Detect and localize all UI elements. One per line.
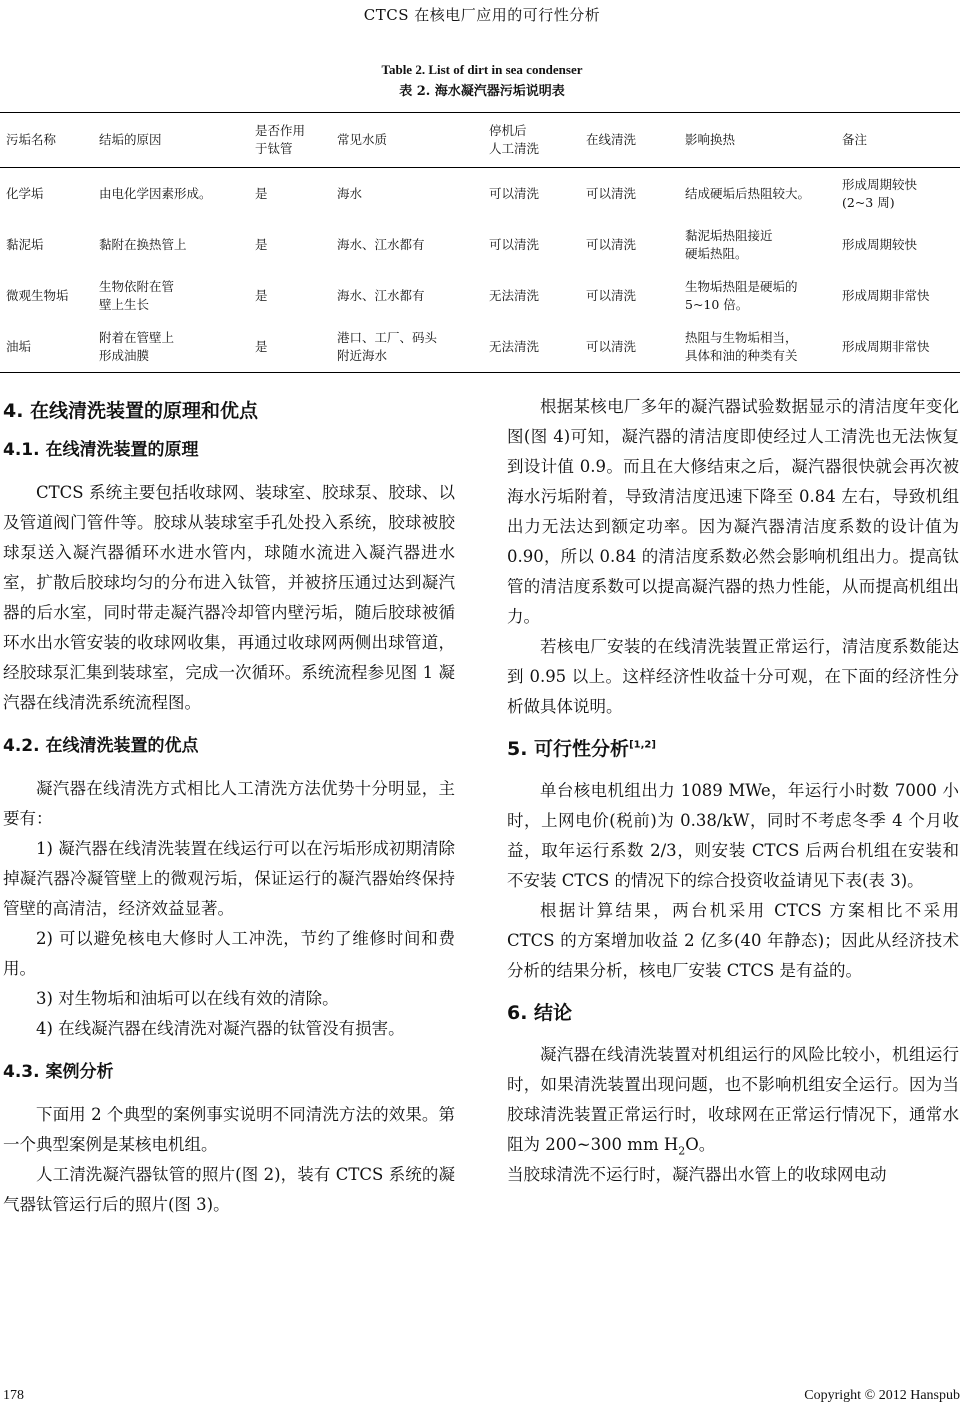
- paragraph: 根据某核电厂多年的凝汽器试验数据显示的清洁度年变化图(图 4)可知，凝汽器的清洁度即使经过人工清洗也无法恢复到设计值 0.9。而且在大修结束之后，凝汽器很快就会再次被海水污垢附着，导致清洁度迅速下降至 0.84 左右，导致机组出力无法达到额定功率。因为凝汽器清洁度系数的设计值为 0.90，所以 0.84 的清洁度系数必然会影响机组出力。提高钛管的清洁度系数可以提高凝汽器的热力性能，从而提高机组出力。: [507, 397, 959, 626]
- column-header: 备注: [842, 132, 868, 147]
- table-row: [0, 219, 960, 270]
- table-cell: 是: [255, 236, 268, 252]
- table-row: [0, 270, 960, 321]
- column-header: 污垢名称: [6, 132, 57, 147]
- paragraph: 若核电厂安装的在线清洗装置正常运行，清洁度系数能达到 0.95 以上。这样经济性收益十分可观，在下面的经济性分析做具体说明。: [507, 637, 959, 716]
- column-header: 影响换热: [685, 132, 736, 147]
- table-cell: 形成周期较快 (2~3 周): [842, 176, 918, 210]
- table-cell: 可以清洗: [489, 185, 540, 201]
- table-cell: 是: [255, 185, 268, 201]
- table-cell: 生物依附在管 壁上生长: [99, 278, 175, 312]
- column-header: 在线清洗: [586, 132, 637, 147]
- section-6-heading: 6. 结论: [507, 1002, 573, 1024]
- table-row: [0, 321, 960, 373]
- table-cell: 结成硬垢后热阻较大。: [685, 185, 811, 201]
- table-cell: 黏泥垢热阻接近 硬垢热阻。: [685, 227, 773, 261]
- paragraph-text: 凝汽器在线清洗装置对机组运行的风险比较小，机组运行时，如果清洗装置出现问题，也不影响机组安全运行。因为当胶球清洗装置正常运行时，收球网在正常运行情况下，通常水阻为 200~300 mm H: [507, 1045, 959, 1154]
- table-cell: 可以清洗: [586, 338, 637, 354]
- table-cell: 是: [255, 338, 268, 354]
- paragraph: 下面用 2 个典型的案例事实说明不同清洗方法的效果。第一个典型案例是某核电机组。: [3, 1105, 455, 1154]
- subscript: 2: [678, 1144, 686, 1158]
- table-cell: 微观生物垢: [6, 287, 69, 303]
- table-cell: 可以清洗: [489, 236, 540, 252]
- table-cell: 黏泥垢: [6, 236, 44, 252]
- table-cell: 无法清洗: [489, 287, 540, 303]
- table-cell: 油垢: [6, 338, 32, 354]
- table-cell: 热阻与生物垢相当， 具体和油的种类有关: [685, 329, 798, 363]
- paragraph-text: O。: [685, 1135, 716, 1154]
- paragraph: 人工清洗凝汽器钛管的照片(图 2)，装有 CTCS 系统的凝气器钛管运行后的照片(图 3)。: [3, 1165, 455, 1214]
- list-item: 3) 对生物垢和油垢可以在线有效的清除。: [36, 989, 339, 1008]
- table-caption-en: Table 2. List of dirt in sea condenser: [381, 62, 583, 77]
- section-5-title: 5. 可行性分析: [507, 738, 630, 760]
- paragraph: 当胶球清洗不运行时，凝汽器出水管上的收球网电动: [507, 1165, 887, 1184]
- list-item: 4) 在线凝汽器在线清洗对凝汽器的钛管没有损害。: [36, 1019, 405, 1038]
- table-cell: 附着在管壁上 形成油膜: [99, 329, 175, 363]
- table-cell: 海水、江水都有: [337, 287, 425, 303]
- section-4-3-heading: 4.3. 案例分析: [3, 1062, 114, 1082]
- table-cell: 由电化学因素形成。: [99, 185, 212, 201]
- column-header: 结垢的原因: [99, 132, 162, 147]
- table-cell: 生物垢热阻是硬垢的 5~10 倍。: [685, 278, 798, 312]
- dirt-table: [0, 112, 960, 373]
- paragraph: 根据计算结果，两台机采用 CTCS 方案相比不采用 CTCS 的方案增加收益 2 亿多(40 年静态)；因此从经济技术分析的结果分析，核电厂安装 CTCS 是有益的。: [507, 901, 959, 980]
- copyright: Copyright © 2012 Hanspub: [804, 1388, 960, 1403]
- column-header: 常见水质: [337, 132, 388, 147]
- column-header: 是否作用 于钛管: [255, 123, 306, 156]
- table-header-row: [0, 113, 960, 168]
- section-4-2-heading: 4.2. 在线清洗装置的优点: [3, 736, 199, 756]
- table-cell: 港口、工厂、码头 附近海水: [337, 329, 438, 363]
- page-number: 178: [3, 1388, 24, 1403]
- section-4-1-heading: 4.1. 在线清洗装置的原理: [3, 440, 199, 460]
- left-column: [3, 392, 455, 1220]
- citation-ref: [1,2]: [629, 739, 656, 751]
- paragraph: 凝汽器在线清洗方式相比人工清洗方法优势十分明显，主要有：: [3, 779, 455, 828]
- column-header: 停机后 人工清洗: [489, 123, 540, 156]
- table-cell: 可以清洗: [586, 287, 637, 303]
- paragraph: CTCS 系统主要包括收球网、装球室、胶球泵、胶球、以及管道阀门管件等。胶球从装球室手孔处投入系统，胶球被胶球泵送入凝汽器循环水进水管内，球随水流进入凝汽器进水室，扩散后胶球均匀的分布进入钛管，并被挤压通过达到凝汽器的后水室，同时带走凝汽器冷却管内壁污垢，随后胶球被循环水出水管安装的收球网收集，再通过收球网两侧出球管道，经胶球泵汇集到装球室，完成一次循环。系统流程参见图 1 凝汽器在线清洗系统流程图。: [3, 483, 455, 712]
- section-4-heading: 4. 在线清洗装置的原理和优点: [3, 400, 259, 422]
- table-cell: 化学垢: [6, 185, 44, 201]
- list-item: 1) 凝汽器在线清洗装置在线运行可以在污垢形成初期清除掉凝汽器冷凝管壁上的微观污垢，保证运行的凝汽器始终保持管壁的高清洁，经济效益显著。: [3, 839, 455, 918]
- table-row: [0, 168, 960, 220]
- table-cell: 可以清洗: [586, 185, 637, 201]
- section-5-heading: [507, 730, 959, 768]
- table-cell: 无法清洗: [489, 338, 540, 354]
- table-cell: 黏附在换热管上: [99, 236, 187, 252]
- table-cell: 可以清洗: [586, 236, 637, 252]
- table-cell: 是: [255, 287, 268, 303]
- table-caption-zh: 表 2. 海水凝汽器污垢说明表: [399, 84, 565, 99]
- right-column: [507, 392, 959, 1190]
- list-item: 2) 可以避免核电大修时人工冲洗，节约了维修时间和费用。: [3, 929, 455, 978]
- table-cell: 海水、江水都有: [337, 236, 425, 252]
- running-title: CTCS 在核电厂应用的可行性分析: [363, 6, 601, 24]
- paragraph: 单台核电机组出力 1089 MWe，年运行小时数 7000 小时，上网电价(税前)为 0.38/kW，同时不考虑冬季 4 个月收益，取年运行系数 2/3，则安装 CTCS 后两台机组在安装和不安装 CTCS 的情况下的综合投资收益请见下表(表 3)。: [507, 781, 959, 890]
- paragraph: [507, 1040, 959, 1160]
- table-cell: 形成周期较快: [842, 236, 918, 252]
- table-cell: 形成周期非常快: [842, 338, 930, 354]
- table-cell: 海水: [337, 185, 363, 201]
- table-body: [0, 168, 960, 373]
- table-cell: 形成周期非常快: [842, 287, 930, 303]
